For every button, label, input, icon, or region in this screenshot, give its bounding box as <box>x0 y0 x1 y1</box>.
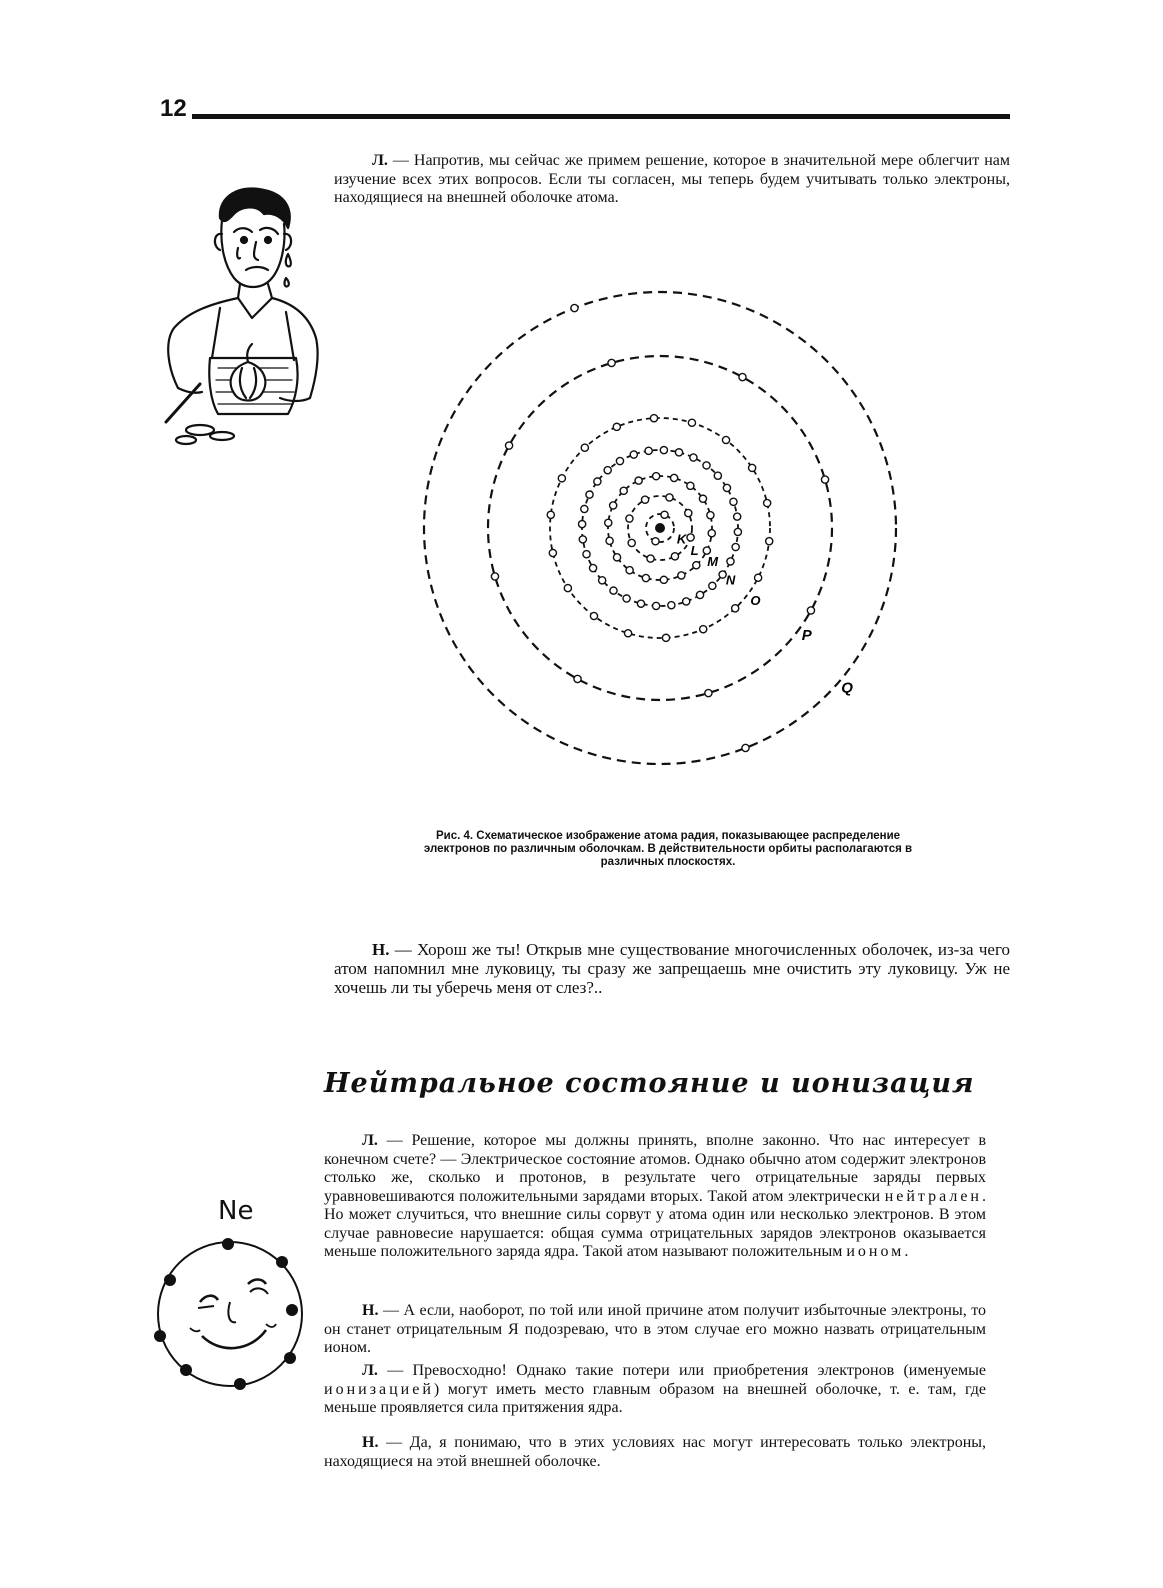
paragraph-text: — Хорош же ты! Открыв мне существование многочисленных оболочек, из-за чего атом напомнил мне луковицу, ты сразу же запрещаешь мне очистить эту луковицу. Уж не хочешь ли ты уберечь меня от слез?.. <box>334 940 1010 997</box>
electron <box>696 591 703 598</box>
electron <box>579 536 586 543</box>
speaker-label: Н. <box>362 1302 379 1319</box>
electron <box>734 528 741 535</box>
electron <box>688 419 695 426</box>
electron <box>675 449 682 456</box>
electron <box>687 482 694 489</box>
neon-atom-illustration <box>150 1232 310 1402</box>
electron <box>642 574 649 581</box>
paragraph-text: — Напротив, мы сейчас же примем решение, которое в значительной мере облегчит нам изучение всех этих вопросов. Если ты согласен, мы теперь будем учитывать только электроны, находящиеся на внешней оболочке атома. <box>334 152 1010 206</box>
electron <box>807 607 814 614</box>
speaker-label: Л. <box>362 1132 378 1149</box>
electron <box>723 484 730 491</box>
paragraph-text: — А если, наоборот, по той или иной причине атом получит избыточные электроны, то он станет отрицательным Я подозреваю, что в этом случае его можно назвать отрицательным ионом. <box>324 1302 986 1356</box>
shell-label: K <box>676 531 687 547</box>
electron <box>739 373 746 380</box>
electron <box>766 538 773 545</box>
figure-caption: Рис. 4. Схематическое изображение атома радия, показывающее распределение электронов по различным оболочкам. В действительности орбиты располагаются в различных плоскостях. <box>423 830 913 868</box>
electron <box>687 534 694 541</box>
electron <box>821 476 828 483</box>
electron <box>594 478 601 485</box>
electron <box>708 530 715 537</box>
electron <box>586 491 593 498</box>
electron <box>732 605 739 612</box>
electron <box>647 555 654 562</box>
electron <box>589 564 596 571</box>
electron <box>579 521 586 528</box>
emphasized-term: ионизацией <box>324 1380 434 1398</box>
shell-label: M <box>707 554 719 570</box>
electron <box>604 467 611 474</box>
electron <box>683 598 690 605</box>
electron <box>650 415 657 422</box>
electron <box>671 553 678 560</box>
electron <box>734 513 741 520</box>
electron <box>709 582 716 589</box>
electron <box>626 567 633 574</box>
electron <box>624 630 631 637</box>
electron <box>714 472 721 479</box>
electron <box>605 519 612 526</box>
electron <box>641 496 648 503</box>
electron <box>505 442 512 449</box>
onion-cutter-illustration <box>160 178 328 450</box>
electron <box>623 595 630 602</box>
shell-label: O <box>750 593 761 609</box>
electron <box>700 626 707 633</box>
header-rule <box>192 114 1010 119</box>
electron <box>742 744 749 751</box>
section-heading: Нейтральное состояние и ионизация <box>324 1068 975 1099</box>
electron <box>699 495 706 502</box>
electron <box>666 494 673 501</box>
atom-shell-diagram <box>404 270 924 790</box>
middle-paragraph <box>334 940 1010 997</box>
electron <box>599 577 606 584</box>
electron <box>581 444 588 451</box>
electron <box>678 572 685 579</box>
electron <box>703 462 710 469</box>
electron <box>547 511 554 518</box>
speaker-label: Л. <box>362 1362 378 1379</box>
neon-label: Ne <box>218 1196 254 1226</box>
electron <box>749 464 756 471</box>
page-number: 12 <box>160 95 187 122</box>
nucleus <box>655 523 665 533</box>
electron <box>610 587 617 594</box>
dialogue-paragraph <box>324 1132 986 1262</box>
electron <box>571 304 578 311</box>
electron <box>628 539 635 546</box>
electron <box>581 505 588 512</box>
electron <box>703 547 710 554</box>
electron <box>610 502 617 509</box>
electron <box>690 454 697 461</box>
electron <box>564 585 571 592</box>
electron <box>707 512 714 519</box>
electron <box>613 554 620 561</box>
electron <box>732 543 739 550</box>
shell-label: L <box>690 543 699 558</box>
electron <box>491 573 498 580</box>
electron <box>730 498 737 505</box>
electron <box>583 551 590 558</box>
emphasized-term: нейтрален <box>884 1187 982 1205</box>
paragraph-text: — Решение, которое мы должны принять, вполне законно. Что нас интересует в конечном счете? — Электрическое состояние атомов. Однако обычно атом содержит электронов столько же, сколько и протонов, в результате чего отрицательные заряды первых уравновешиваются положительными зарядами вторых. Такой атом электрически <box>324 1132 986 1205</box>
electron <box>727 558 734 565</box>
paragraph-text: — Да, я понимаю, что в этих условиях нас могут интересовать только электроны, находящиеся на этой внешней оболочке. <box>324 1434 986 1470</box>
electron <box>606 537 613 544</box>
top-paragraph <box>334 152 1010 208</box>
paragraph-text: . Но может случиться, что внешние силы сорвут у атома один или несколько электронов. В этом случае равновесие нарушается: общая сумма отрицательных зарядов электронов оказывается меньше положительного заряда ядра. Такой атом называют положительным <box>324 1187 986 1260</box>
electron <box>616 457 623 464</box>
shell-label: P <box>801 627 812 645</box>
electron <box>630 451 637 458</box>
speaker-label: Н. <box>362 1434 379 1451</box>
emphasized-term: ионом <box>846 1243 905 1260</box>
electron <box>574 675 581 682</box>
electron <box>764 499 771 506</box>
electron <box>652 538 659 545</box>
shell-label: Q <box>841 679 853 697</box>
electron <box>626 515 633 522</box>
electron <box>660 447 667 454</box>
paragraph-text: — Превосходно! Однако такие потери или приобретения электронов (именуемые <box>377 1362 986 1379</box>
electron <box>755 574 762 581</box>
shell-label: N <box>725 572 736 588</box>
dialogue-paragraph <box>324 1434 986 1471</box>
electron <box>722 436 729 443</box>
electron <box>668 602 675 609</box>
electron <box>653 602 660 609</box>
electron <box>645 447 652 454</box>
electron <box>671 474 678 481</box>
paragraph-text: ) могут иметь место главным образом на внешней оболочке, т. е. там, где меньше проявляется сила притяжения ядра. <box>324 1380 986 1416</box>
electron <box>549 549 556 556</box>
speaker-label: Л. <box>372 152 388 169</box>
dialogue-paragraph <box>324 1302 986 1358</box>
electron <box>635 477 642 484</box>
electron <box>693 562 700 569</box>
electron <box>613 423 620 430</box>
electron <box>660 576 667 583</box>
electron <box>590 612 597 619</box>
electron <box>661 511 668 518</box>
dialogue-paragraph <box>324 1362 986 1418</box>
electron <box>685 509 692 516</box>
speaker-label: Н. <box>372 940 390 959</box>
electron <box>558 475 565 482</box>
electron <box>705 689 712 696</box>
electron <box>653 473 660 480</box>
electron <box>620 487 627 494</box>
electron <box>637 600 644 607</box>
paragraph-text: . <box>904 1243 909 1260</box>
electron <box>662 634 669 641</box>
electron <box>608 359 615 366</box>
